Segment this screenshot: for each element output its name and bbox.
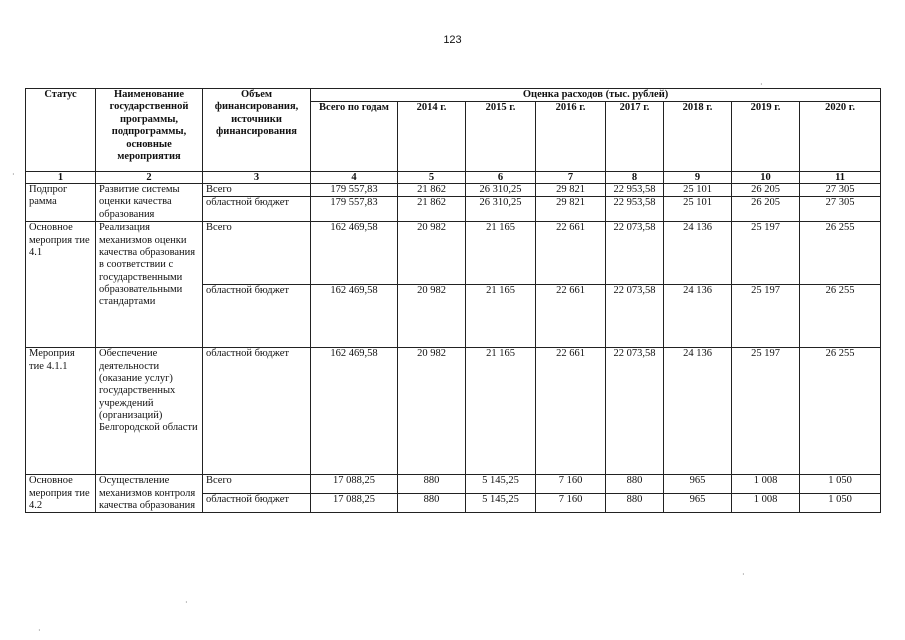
value-cell: 880 [398, 494, 466, 513]
column-number: 3 [203, 172, 311, 184]
value-cell: 20 982 [398, 285, 466, 348]
source-cell: областной бюджет [203, 197, 311, 222]
value-cell: 1 050 [800, 494, 881, 513]
value-cell: 22 661 [536, 285, 606, 348]
table-row [26, 348, 881, 475]
value-cell: 17 088,25 [311, 475, 398, 494]
value-cell: 26 310,25 [466, 184, 536, 197]
source-cell: областной бюджет [203, 348, 311, 475]
name-cell: Обеспечение деятельности (оказание услуг) государственных учреждений (организаций) Белгородской области [96, 348, 203, 475]
scan-speck: · [38, 626, 41, 635]
value-cell: 29 821 [536, 184, 606, 197]
value-cell: 5 145,25 [466, 494, 536, 513]
value-cell: 1 050 [800, 475, 881, 494]
value-cell: 25 101 [664, 184, 732, 197]
name-cell: Реализация механизмов оценки качества образования в соответствии с государственными образовательными стандартами [96, 222, 203, 348]
value-cell: 22 953,58 [606, 184, 664, 197]
column-number: 6 [466, 172, 536, 184]
scan-speck: · [185, 598, 188, 607]
column-number: 9 [664, 172, 732, 184]
value-cell: 22 073,58 [606, 222, 664, 285]
value-cell: 26 310,25 [466, 197, 536, 222]
value-cell: 26 255 [800, 222, 881, 285]
status-cell: Основное мероприя тие 4.1 [26, 222, 96, 348]
header-year: 2020 г. [800, 102, 881, 172]
column-number-row [26, 172, 881, 184]
value-cell: 179 557,83 [311, 197, 398, 222]
value-cell: 17 088,25 [311, 494, 398, 513]
value-cell: 26 255 [800, 348, 881, 475]
value-cell: 20 982 [398, 222, 466, 285]
status-cell: Основное мероприя тие 4.2 [26, 475, 96, 513]
value-cell: 26 255 [800, 285, 881, 348]
value-cell: 22 661 [536, 348, 606, 475]
column-number: 11 [800, 172, 881, 184]
value-cell: 965 [664, 475, 732, 494]
value-cell: 21 165 [466, 348, 536, 475]
value-cell: 880 [606, 494, 664, 513]
column-number: 4 [311, 172, 398, 184]
header-name: Наименование государственной программы, подпрограммы, основные мероприятия [96, 89, 203, 172]
value-cell: 26 205 [732, 184, 800, 197]
header-year: 2015 г. [466, 102, 536, 172]
header-row [26, 89, 881, 102]
value-cell: 25 101 [664, 197, 732, 222]
value-cell: 21 862 [398, 184, 466, 197]
value-cell: 24 136 [664, 348, 732, 475]
column-number: 1 [26, 172, 96, 184]
value-cell: 179 557,83 [311, 184, 398, 197]
value-cell: 24 136 [664, 222, 732, 285]
value-cell: 1 008 [732, 494, 800, 513]
value-cell: 1 008 [732, 475, 800, 494]
source-cell: областной бюджет [203, 285, 311, 348]
value-cell: 24 136 [664, 285, 732, 348]
table-row [26, 184, 881, 197]
value-cell: 162 469,58 [311, 285, 398, 348]
column-number: 2 [96, 172, 203, 184]
value-cell: 21 862 [398, 197, 466, 222]
scan-speck: · [760, 80, 763, 89]
status-cell: Подпрог рамма [26, 184, 96, 222]
value-cell: 27 305 [800, 197, 881, 222]
value-cell: 162 469,58 [311, 222, 398, 285]
header-year: 2014 г. [398, 102, 466, 172]
source-cell: Всего [203, 475, 311, 494]
source-cell: Всего [203, 184, 311, 197]
value-cell: 5 145,25 [466, 475, 536, 494]
value-cell: 25 197 [732, 348, 800, 475]
value-cell: 7 160 [536, 475, 606, 494]
value-cell: 7 160 [536, 494, 606, 513]
column-number: 8 [606, 172, 664, 184]
header-year: 2019 г. [732, 102, 800, 172]
budget-table [25, 88, 881, 513]
column-number: 5 [398, 172, 466, 184]
header-year: 2017 г. [606, 102, 664, 172]
value-cell: 20 982 [398, 348, 466, 475]
name-cell: Развитие системы оценки качества образования [96, 184, 203, 222]
name-cell: Осуществление механизмов контроля качества образования [96, 475, 203, 513]
header-volume: Объем финансирования, источники финансирования [203, 89, 311, 172]
header-estimate: Оценка расходов (тыс. рублей) [311, 89, 881, 102]
scan-speck: · [742, 570, 745, 579]
value-cell: 22 073,58 [606, 348, 664, 475]
column-number: 10 [732, 172, 800, 184]
value-cell: 25 197 [732, 285, 800, 348]
value-cell: 25 197 [732, 222, 800, 285]
value-cell: 22 073,58 [606, 285, 664, 348]
table-row [26, 222, 881, 285]
value-cell: 22 661 [536, 222, 606, 285]
source-cell: Всего [203, 222, 311, 285]
value-cell: 162 469,58 [311, 348, 398, 475]
value-cell: 26 205 [732, 197, 800, 222]
value-cell: 21 165 [466, 285, 536, 348]
page-number: 123 [443, 34, 462, 46]
scan-speck: · [12, 170, 15, 179]
value-cell: 22 953,58 [606, 197, 664, 222]
value-cell: 965 [664, 494, 732, 513]
value-cell: 880 [606, 475, 664, 494]
header-year: 2018 г. [664, 102, 732, 172]
value-cell: 21 165 [466, 222, 536, 285]
value-cell: 27 305 [800, 184, 881, 197]
value-cell: 29 821 [536, 197, 606, 222]
header-status: Статус [26, 89, 96, 172]
header-total: Всего по годам [311, 102, 398, 172]
status-cell: Мероприя тие 4.1.1 [26, 348, 96, 475]
value-cell: 880 [398, 475, 466, 494]
table-row [26, 475, 881, 494]
column-number: 7 [536, 172, 606, 184]
source-cell: областной бюджет [203, 494, 311, 513]
header-year: 2016 г. [536, 102, 606, 172]
